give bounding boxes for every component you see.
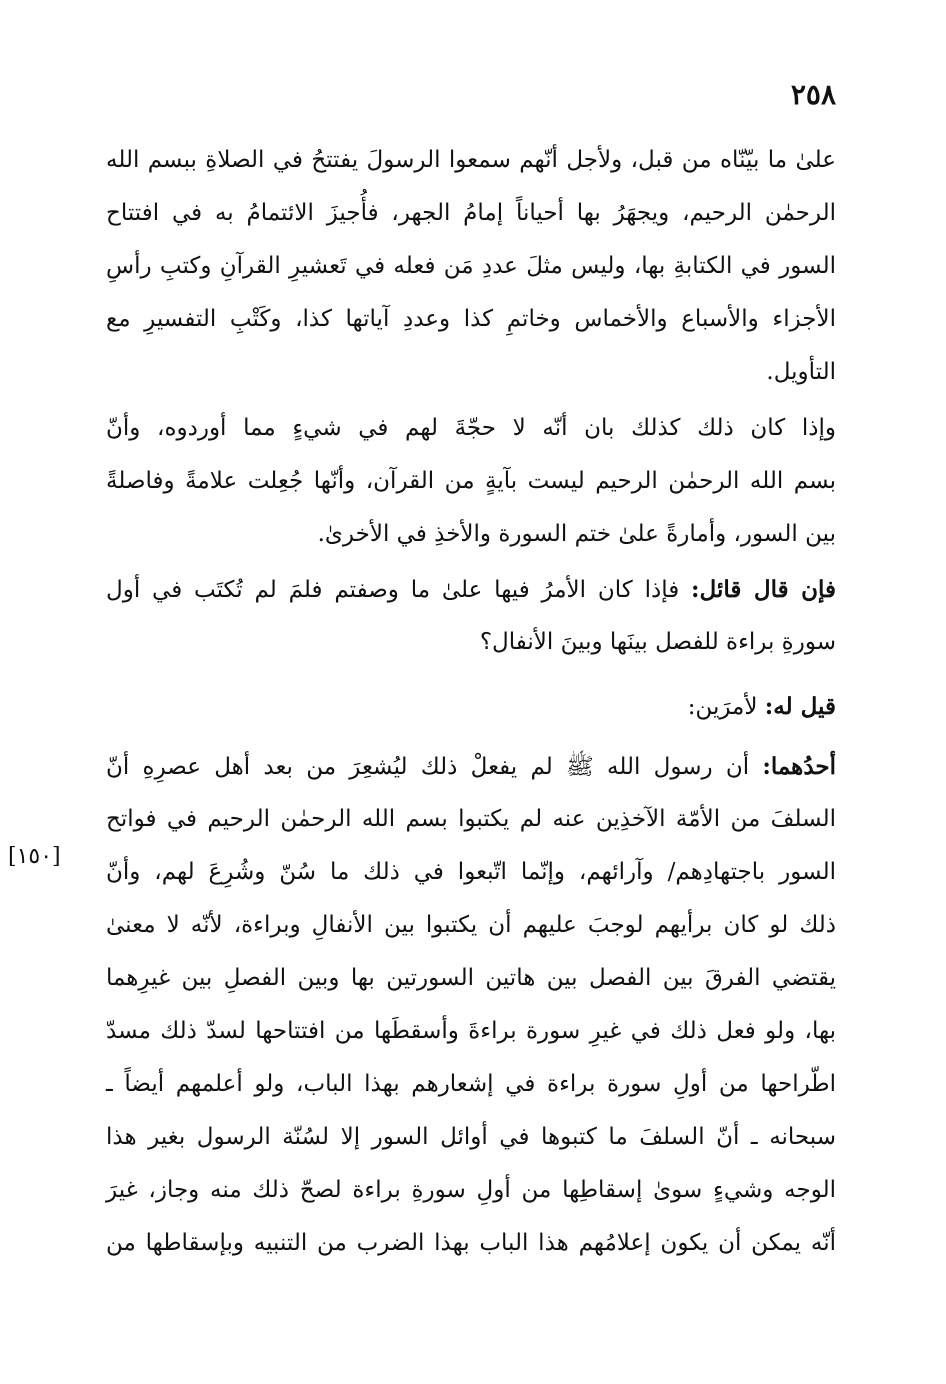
text-line: وإذا كان ذلك كذلك بان أنّه لا حجّةَ لهم في شيءٍ مما أوردوه، وأنّ — [106, 415, 837, 441]
text-line: ذلك لو كان برأيهم لوجبَ عليهم أن يكتبوا بين الأنفالِ وبراءة، لأنّه لا معنىٰ — [106, 912, 836, 938]
paragraph-4 — [106, 680, 836, 733]
text-line: التأويل. — [766, 359, 836, 385]
line-text: لأمرَين: — [687, 694, 765, 720]
line-text: أن رسول الله ﷺ لم يفعلْ ذلك ليُشعِرَ من بعد أهل عصرِهِ أنّ — [106, 754, 763, 780]
paragraph-lead: فإن قال قائل: — [691, 576, 836, 603]
paragraph-lead: قيل له: — [764, 693, 836, 720]
text-line: الأجزاء والأسباع والأخماس وخاتمِ كذا وعددِ آياتها كذا، وكَتْبِ التفسيرِ مع — [106, 306, 836, 332]
paragraph-lead: أحدُهما: — [762, 753, 836, 780]
text-line: السور باجتهادِهم/ وآرائهم، وإنّما اتّبعوا في ذلك ما سُنّ وشُرِعَ لهم، وأنّ — [106, 859, 836, 885]
page-number: ٢٥٨ — [790, 78, 836, 111]
text-line: بسم الله الرحمٰن الرحيم ليست بآيةٍ من القرآن، وأنّها جُعِلت علامةً وفاصلةً — [106, 468, 836, 494]
text-line: اطّراحها من أولِ سورة براءة في إشعارهم بهذا الباب، ولو أعلمهم أيضاً ـ — [106, 1071, 836, 1097]
text-line: السور في الكتابةِ بها، وليس مثلَ عددِ مَن فعله في تَعشيرِ القرآنِ وكتبِ رأسِ — [106, 253, 836, 279]
paragraph-5 — [106, 740, 836, 1270]
text-line — [106, 740, 836, 793]
margin-note: [١٥٠] — [8, 844, 61, 869]
text-line: سورةِ براءة للفصل بينَها وبينَ الأنفال؟ — [479, 629, 836, 655]
text-line: بين السور، وأمارةً علىٰ ختم السورة والأخذِ في الأخرىٰ. — [317, 521, 836, 547]
paragraph-3 — [106, 563, 836, 669]
text-line: الرحمٰن الرحيم، ويجهَرُ بها أحياناً إمامُ الجهر، فأُجيزَ الائتمامُ به في افتتاح — [106, 200, 836, 226]
text-line: سبحانه ـ أنّ السلفَ ما كتبوها في أوائل السور إلا لسُنّة الرسول بغير هذا — [106, 1124, 836, 1150]
text-line: يقتضي الفرقَ بين الفصل بين هاتين السورتين بها وبين الفصلِ بين غيرِهما — [106, 965, 836, 991]
text-line: الوجه وشيءٍ سوىٰ إسقاطِها من أولِ سورةِ براءة لصحّ ذلك منه وجاز، غيرَ — [106, 1177, 836, 1203]
text-line: بها، ولو فعل ذلك في غيرِ سورة براءةَ وأسقطَها من افتتاحها لسدّ ذلك مسدّ — [106, 1018, 836, 1044]
paragraph-1 — [106, 134, 836, 399]
text-line — [106, 563, 836, 616]
text-line: السلفَ من الأمّة الآخذِين عنه لم يكتبوا بسم الله الرحمٰن الرحيم في فواتح — [106, 806, 836, 832]
text-line — [106, 680, 836, 733]
text-line: علىٰ ما بيّنّاه من قبل، ولأجل أنّهم سمعوا الرسولَ يفتتحُ في الصلاةِ ببسم الله — [106, 147, 836, 173]
text-line: أنّه يمكن أن يكون إعلامُهم هذا الباب بهذا الضرب من التنبيه وبإسقاطها من — [106, 1230, 836, 1256]
paragraph-2 — [106, 402, 836, 561]
line-text: فإذا كان الأمرُ فيها علىٰ ما وصفتم فلمَ لم تُكتَب في أول — [106, 577, 692, 603]
